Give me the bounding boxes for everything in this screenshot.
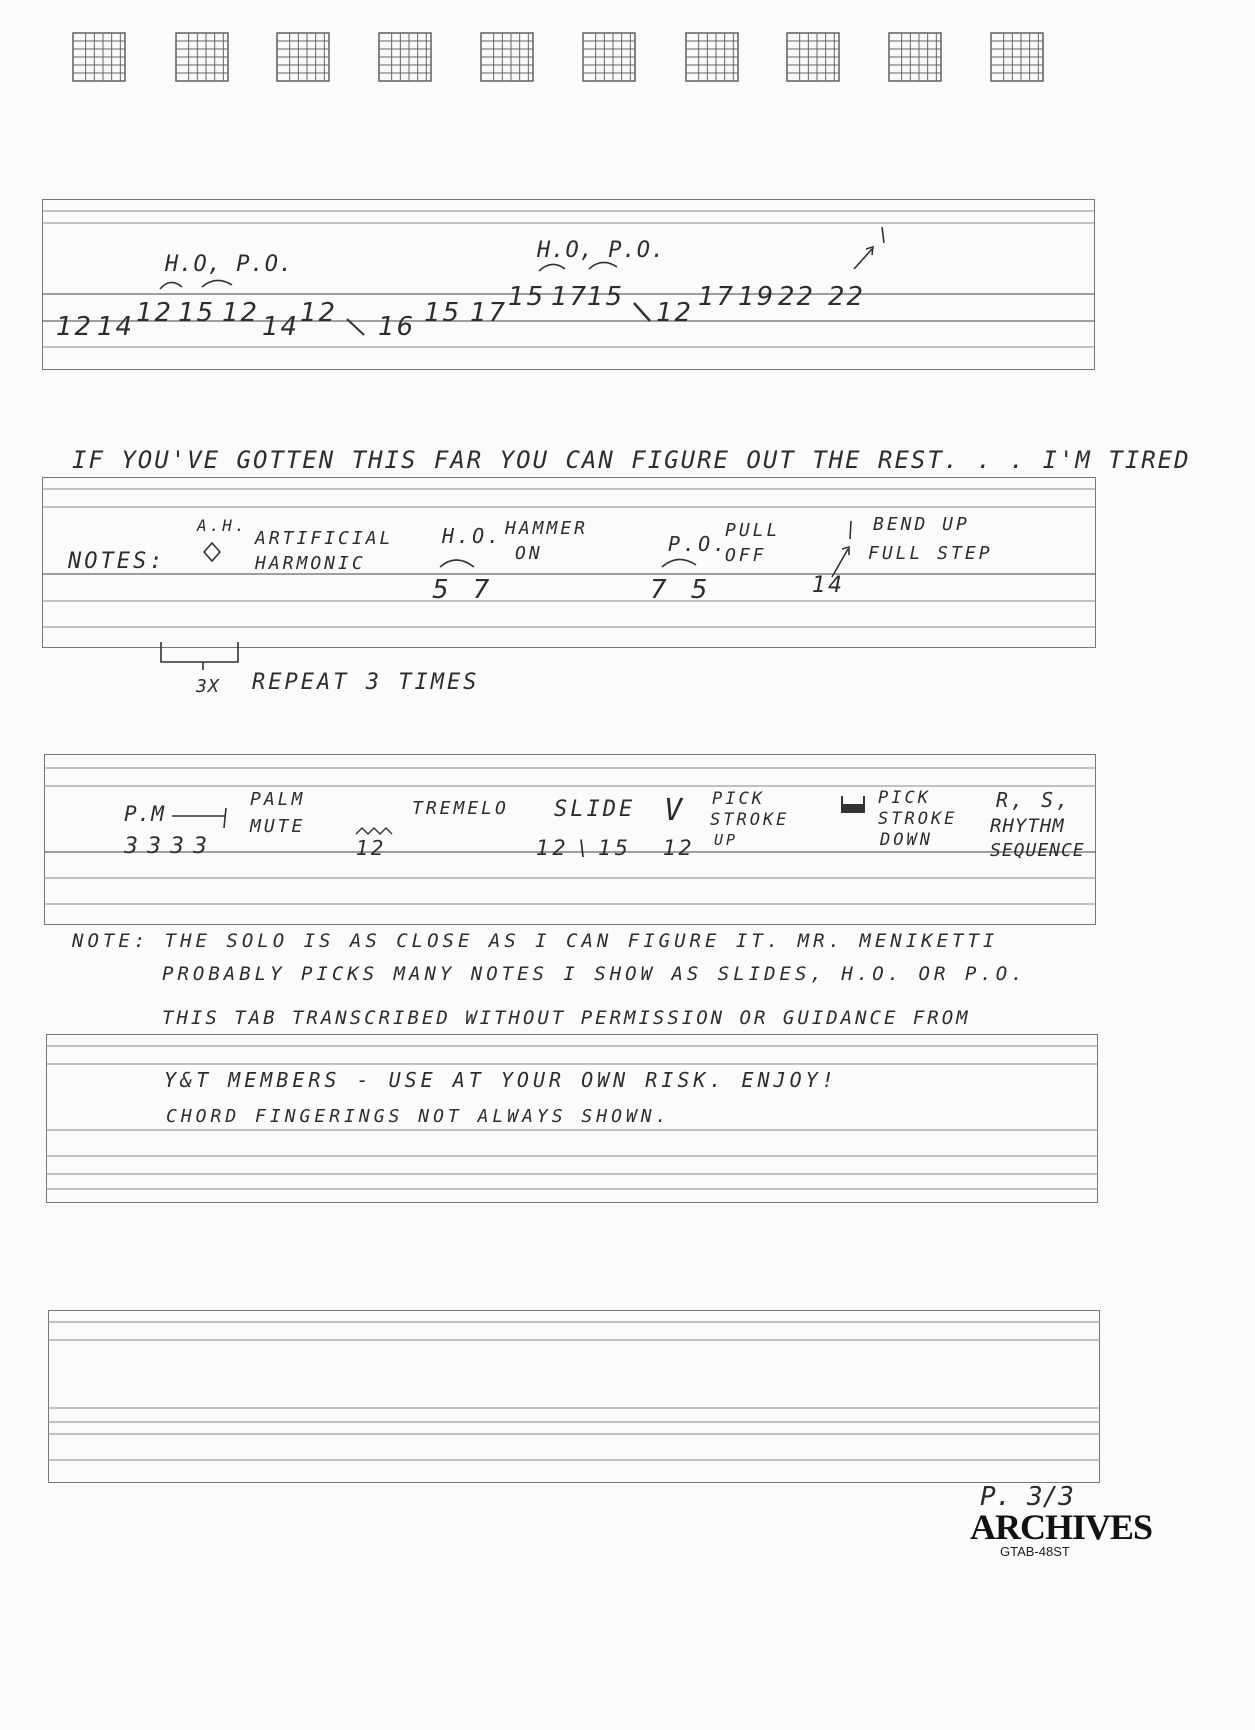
- pick-up-text-line2: STROKE: [710, 810, 790, 830]
- pm-text-line1: PALM: [250, 789, 306, 810]
- slide-text: SLIDE: [554, 797, 636, 822]
- catalog-code: GTAB-48ST: [1000, 1544, 1070, 1559]
- chord-diagram: [786, 32, 844, 86]
- pick-up-text-line1: PICK: [712, 789, 765, 809]
- fret-number: 22: [828, 282, 866, 312]
- fret-number: 15: [587, 282, 625, 312]
- ah-abbreviation: A.H.: [197, 516, 248, 535]
- chord-diagram: [480, 32, 538, 86]
- fret-number: 17: [470, 298, 508, 328]
- ah-text-line2: HARMONIC: [255, 553, 366, 574]
- note-line-5: CHORD FINGERINGS NOT ALWAYS SHOWN.: [166, 1106, 671, 1127]
- fret-number: 15: [424, 298, 462, 328]
- pick-up-text-line3: UP: [714, 831, 739, 849]
- repeat-text: REPEAT 3 TIMES: [252, 670, 480, 695]
- po-text-line2: OFF: [725, 545, 767, 566]
- slide-example: 12 \ 15: [536, 836, 631, 860]
- repeat-count: 3X: [196, 676, 220, 697]
- pick-down-text-line2: STROKE: [878, 809, 958, 829]
- tab-staff-5: [48, 1310, 1102, 1484]
- fret-number: 16: [378, 312, 416, 342]
- po-abbreviation: P.O.: [668, 532, 729, 556]
- chord-diagram: [378, 32, 436, 86]
- ah-text-line1: ARTIFICIAL: [255, 528, 394, 549]
- fret-number: 14: [262, 312, 300, 342]
- chord-diagram: [990, 32, 1048, 86]
- ho-text-line1: HAMMER: [505, 518, 589, 539]
- fret-number: 14: [97, 312, 135, 342]
- rs-abbreviation: R, S,: [996, 788, 1072, 812]
- note-line-3: THIS TAB TRANSCRIBED WITHOUT PERMISSION OR GUIDANCE FROM: [162, 1007, 971, 1029]
- chord-diagram: [888, 32, 946, 86]
- page-number: P. 3/3: [980, 1482, 1074, 1512]
- fret-number: 19: [738, 282, 776, 312]
- chord-diagram: [276, 32, 334, 86]
- archives-logo: ARCHIVES: [970, 1507, 1153, 1547]
- note-line-2: PROBABLY PICKS MANY NOTES I SHOW AS SLIDES, H.O. OR P.O.: [162, 963, 1027, 985]
- fret-number: 12: [222, 298, 260, 328]
- fret-number: 22: [778, 282, 816, 312]
- comment-text: IF YOU'VE GOTTEN THIS FAR YOU CAN FIGURE OUT THE REST. . . I'M TIRED: [72, 446, 1191, 474]
- fret-number: 17: [551, 282, 589, 312]
- ho-abbreviation: H.O.: [442, 524, 503, 548]
- tremolo-text: TREMELO: [412, 798, 509, 819]
- pick-down-text-line1: PICK: [878, 788, 931, 808]
- bend-text-line2: FULL STEP: [868, 543, 993, 564]
- chord-diagram: [582, 32, 640, 86]
- fret-number: 17: [698, 282, 736, 312]
- rs-text-line2: SEQUENCE: [990, 840, 1085, 861]
- pm-abbreviation: P.M: [124, 802, 165, 826]
- fret-number: 12: [56, 312, 94, 342]
- pick-up-symbol: V: [664, 793, 686, 828]
- pm-text-line2: MUTE: [250, 816, 306, 837]
- fret-number: 12: [136, 298, 174, 328]
- pick-up-example: 12: [663, 836, 694, 860]
- pm-example: 3 3 3 3: [124, 834, 208, 859]
- ho-text-line2: ON: [515, 543, 543, 564]
- note-line-1: NOTE: THE SOLO IS AS CLOSE AS I CAN FIGURE IT. MR. MENIKETTI: [72, 930, 999, 952]
- ho-po-annotation-1: H.O, P.O.: [165, 252, 294, 277]
- note-line-4: Y&T MEMBERS - USE AT YOUR OWN RISK. ENJOY!: [164, 1068, 838, 1092]
- notes-label: NOTES:: [68, 549, 166, 574]
- fret-number: 12: [300, 298, 338, 328]
- bend-text-line1: BEND UP: [873, 514, 970, 535]
- tremolo-example: 12: [356, 836, 386, 860]
- repeat-bracket: [158, 640, 244, 672]
- fret-number: 15: [178, 298, 216, 328]
- chord-diagram: [72, 32, 130, 86]
- fret-number: 12: [656, 298, 694, 328]
- pick-down-text-line3: DOWN: [880, 830, 933, 850]
- rs-text-line1: RHYTHM: [990, 815, 1065, 837]
- ho-example: 5 7: [432, 575, 498, 605]
- po-text-line1: PULL: [725, 520, 781, 541]
- chord-diagram: [685, 32, 743, 86]
- chord-diagram: [175, 32, 233, 86]
- po-example: 7 5: [650, 575, 716, 605]
- ho-po-annotation-2: H.O, P.O.: [537, 238, 666, 263]
- staff-lines: [48, 1310, 1102, 1484]
- fret-number: 15: [508, 282, 546, 312]
- bend-example: 14: [812, 573, 844, 598]
